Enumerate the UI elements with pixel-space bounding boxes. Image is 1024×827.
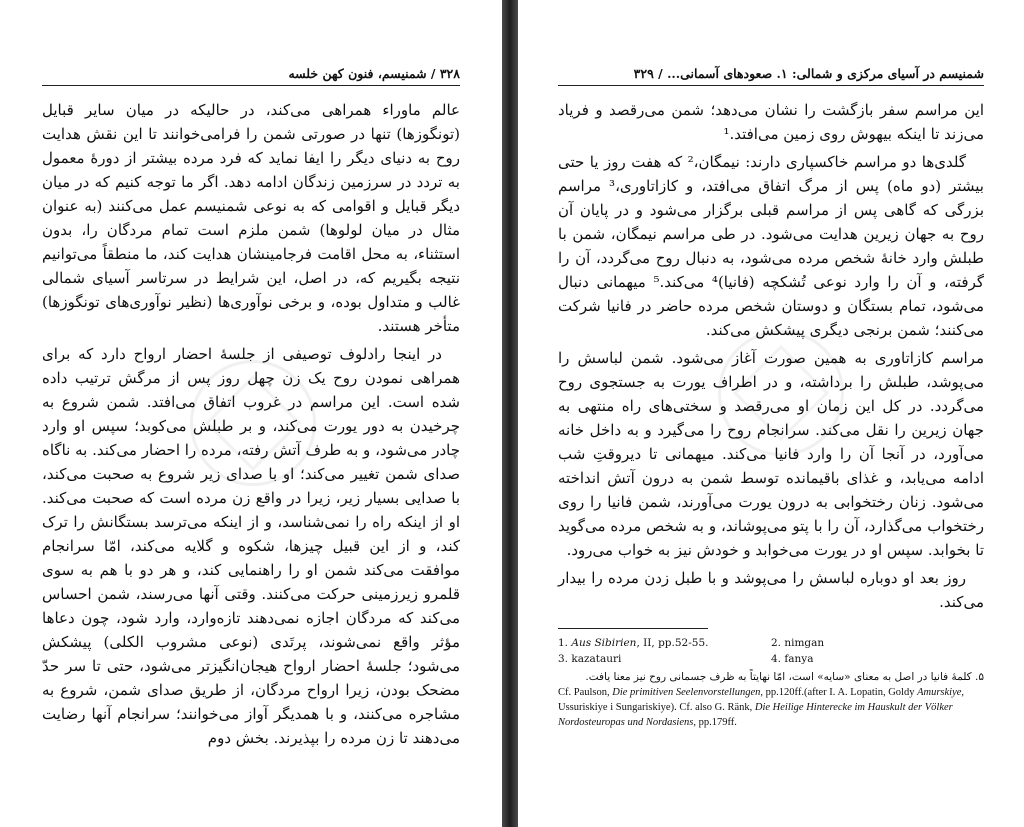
footnote-1-number: 1.: [558, 637, 569, 649]
right-paragraph-3: مراسم کازاتاوری به همین صورت آغاز می‌شود. شمن لباسش را می‌پوشد، طبلش را برداشته، و در اطراف یورت به جستجوی روح می‌گردد. در کل این زمان او می‌رقصد و سختی‌های راه منتهی به جهان زیرین را نقل می‌کند. سرانجام روح را می‌گیرد و به داخل خانه می‌آورد، در آنجا آن را وارد فانیا می‌کند. میهمانی تا دیروقتِ شب ادامه می‌یابد، و غذای باقیمانده توسط شمن به درون آتش انداخته می‌شود. زنان رختخوابی به درون یورت می‌آورند، شمن فانیا را روی رختخواب می‌گذارد، آن را با پتو می‌پوشاند، و به شخص مرده می‌گوید تا بخوابد. سپس او در یورت می‌خوابد و خودش نیز به خواب می‌رود.: [558, 349, 984, 559]
footnote-grid: [558, 637, 984, 665]
footnote-1: [558, 637, 771, 649]
footnote-divider: [558, 628, 708, 629]
book-gutter: [502, 0, 518, 827]
footnote-5-title-f: Die Heilige Hinterecke im Hauskult der Völker Nordosteuropas und Nordasiens: [558, 702, 953, 728]
left-paragraph-1: عالم ماوراء همراهی می‌کند، در حالیکه در میان سایر قبایل (تونگوزها) تنها در صورتی شمن را فرامی‌خوانند تا این نقش هدایت روح به دنیای دیگر را ایفا نماید که فرد مرده بیشتر از دورهٔ معمول به تردد در سرزمین زندگان ادامه دهد. اگر ما توجه کنیم که در میان دیگر قبایل و اقوامی که به نوعی شمنیسم عمل می‌کنند (به عنوان مثال در میان لولوها) شمن ملزم است تمام مردگان را، بدون استثناء، به محل اقامت فرجامینشان هدایت کند، ما منطقاً می‌توانیم نتیجه بگیریم که، در اصل، این شرایط در سرتاسر آسیای شمالی غالب و متداول بوده، و برخی نوآوری‌ها (نظیر نوآوری‌های تونگوزها) متأخر هستند.: [42, 101, 460, 335]
right-page-header: شمنیسم در آسیای مرکزی و شمالی: ۱. صعودهای آسمانی... / ۳۲۹: [558, 66, 984, 86]
footnote-2: 2. nimgan: [771, 637, 825, 649]
footnote-1-pages: , II, pp.52-55.: [636, 637, 709, 649]
footnote-5-part-c: , pp.120ff.(after I. A. Lopatin, Goldy: [760, 687, 918, 698]
footnote-4: 4. fanya: [771, 653, 814, 665]
left-page: [0, 0, 502, 827]
right-paragraph-4: روز بعد او دوباره لباسش را می‌پوشد و با طبل زدن مرده را بیدار می‌کند.: [558, 569, 984, 611]
footnote-5-part-e: , Ussuriskiye i Sungariskiye). Cf. also G. Ränk,: [558, 687, 965, 713]
footnote-5-title-d: Amurskiye: [917, 687, 962, 698]
right-paragraph-2: گلدی‌ها دو مراسم خاکسپاری دارند: نیمگان،² که هفت روز یا حتی بیشتر (دو ماه) پس از مرگ اتفاق می‌افتد، و کازاتاوری،³ مراسم بزرگی که گاهی پس از مراسم قبلی برگزار می‌شود و در پایان آن روح به جهان زیرین هدایت می‌شود. در طی مراسم نیمگان، شمن با طبلش وارد خانهٔ شخص مرده می‌شود، به دنبال روح می‌گردد، آن را گرفته، و آن را وارد نوعی تُشکچه (فانیا)⁴ می‌کند.⁵ میهمانی دنبال می‌شود، تمام بستگان و دوستان شخص مرده حاضر در فانیا شرکت می‌کنند؛ شمن برنجی دیگری پیشکش می‌کند.: [558, 153, 984, 339]
footnote-3: 3. kazatauri: [558, 653, 622, 665]
footnote-5-persian: ۵. کلمهٔ فانیا در اصل به معنای «سایه» است، امّا نهایتاً به ظرف جسمانی روح نیز معنا یافت.: [585, 671, 984, 683]
left-paragraph-2: در اینجا رادلوف توصیفی از جلسهٔ احضار ارواح دارد که برای همراهی نمودن روح یک زن چهل روز پس از مرگش ترتیب داده شده است. این مراسم در غروب اتفاق می‌افتد. شمن شروع به چرخیدن به دور یورت می‌کند، و بر طبلش می‌کوبد؛ سپس او وارد چادر می‌شود، و به طرف آتش رفته، مرده را احضار می‌کند. به ناگاه صدای شمن تغییر می‌کند؛ او با صدای زیر شروع به صحبت می‌کند، با صدایی بسیار زیر، زیرا در واقع زن مرده است که صحبت می‌کند. او از اینکه راه را نمی‌شناسد، و از اینکه می‌ترسد بستگانش را ترک کند، و از این قبیل چیزها، شکوه و گلایه می‌کند، امّا سرانجام موافقت می‌کند شمن او را راهنمایی کند، و هر دو با هم به سوی قلمرو زیرزمینی حرکت می‌کنند. وقتی آنها می‌رسند، شمن احساس می‌کند که مردگان اجازه نمی‌دهند تازه‌وارد، وارد شود، چون دعاها مؤثر واقع نمی‌شوند، پرتَدی (نوعی مشروب الکلی) پیشکش می‌شود؛ جلسهٔ احضار ارواح هیجان‌انگیزتر می‌شود، حتی تا سر حدّ مضحک بودن، زیرا ارواح مردگان، از طریق صدای شمن، شروع به مشاجره می‌کنند، و با همدیگر آواز می‌خوانند؛ سرانجام آنها رضایت می‌دهند تا زن مرده را بپذیرند. بخش دوم: [42, 345, 460, 747]
footnote-5-english: [558, 685, 984, 730]
right-paragraph-1: این مراسم سفر بازگشت را نشان می‌دهد؛ شمن می‌رقصد و فریاد می‌زند تا اینکه بیهوش روی زمین می‌افتد.¹: [558, 101, 984, 143]
footnote-5-part-a: Cf. Paulson,: [558, 687, 613, 698]
right-page: [518, 0, 1024, 827]
footnote-5-title-a: Die primitiven Seelenvorstellungen: [612, 687, 761, 698]
footnote-1-title: Aus Sibirien: [571, 637, 637, 649]
left-page-header: ۳۲۸ / شمنیسم، فنون کهن خلسه: [42, 66, 460, 86]
footnote-5-part-g: , pp.179ff.: [693, 717, 737, 728]
